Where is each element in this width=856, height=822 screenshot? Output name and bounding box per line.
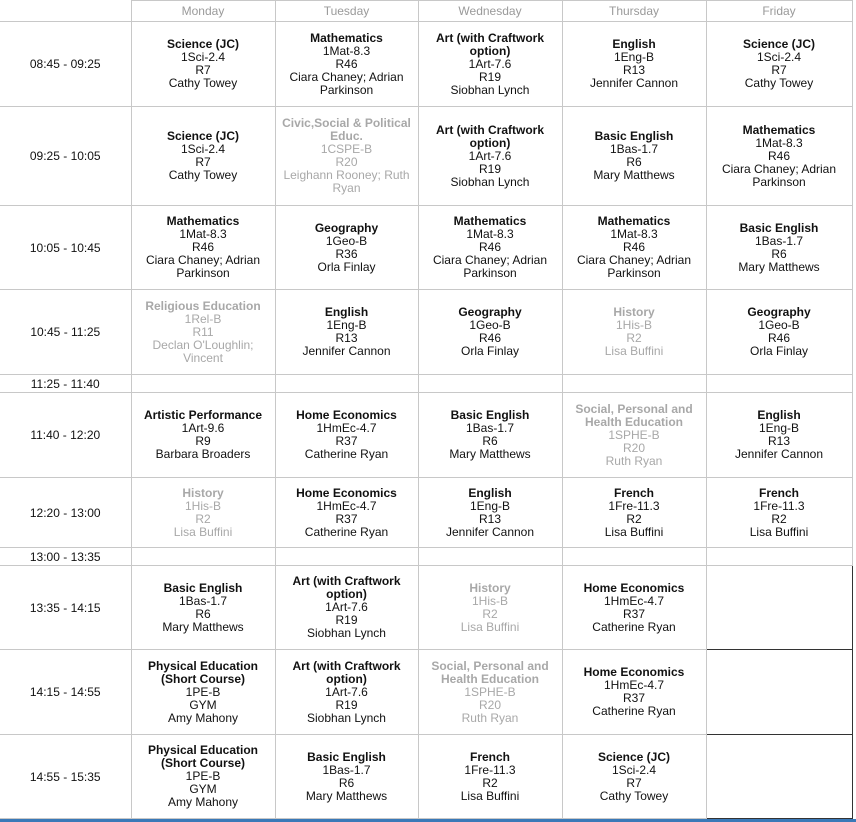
lesson-cell[interactable] xyxy=(418,566,562,650)
lesson-teacher: Ciara Chaney; Adrian Parkinson xyxy=(721,161,837,189)
lesson-cell[interactable] xyxy=(706,22,852,107)
break-cell xyxy=(275,548,418,566)
period-time: 14:15 - 14:55 xyxy=(0,650,131,735)
lesson-room: R2 xyxy=(771,511,787,526)
lesson-teacher: Cathy Towey xyxy=(168,168,238,182)
lesson-teacher: Ciara Chaney; Adrian Parkinson xyxy=(289,69,404,97)
lesson-room: R9 xyxy=(195,434,211,448)
lesson-code: 1Art-7.6 xyxy=(468,148,512,163)
lesson-room: R46 xyxy=(622,240,645,254)
lesson-code: 1Bas-1.7 xyxy=(465,421,515,435)
lesson-cell[interactable] xyxy=(706,478,852,548)
lesson-teacher: Mary Matthews xyxy=(162,619,244,634)
break-row xyxy=(0,548,852,566)
lesson-room: R19 xyxy=(335,697,358,712)
break-cell xyxy=(418,548,562,566)
lesson-code: 1HmEc-4.7 xyxy=(316,421,377,435)
lesson-subject: Physical Education (Short Course) xyxy=(147,658,259,686)
lesson-room: R19 xyxy=(478,69,501,84)
lesson-teacher: Jennifer Cannon xyxy=(302,344,391,358)
lesson-room: R2 xyxy=(626,511,642,526)
lesson-code: 1Bas-1.7 xyxy=(609,142,659,156)
lesson-subject: Mathematics xyxy=(310,30,383,45)
lesson-subject: Home Economics xyxy=(583,580,685,595)
lesson-room: R6 xyxy=(482,434,498,448)
lesson-room: R6 xyxy=(195,606,211,621)
lesson-subject: Art (with Craftwork option) xyxy=(292,574,401,601)
lesson-cell[interactable] xyxy=(562,206,706,290)
period-time: 13:00 - 13:35 xyxy=(0,548,131,566)
lesson-room: R7 xyxy=(626,775,642,790)
lesson-code: 1Mat-8.3 xyxy=(179,227,227,241)
lesson-cell[interactable] xyxy=(131,290,275,375)
break-cell xyxy=(562,375,706,393)
lesson-teacher: Amy Mahony xyxy=(167,710,239,725)
lesson-subject: English xyxy=(612,37,656,51)
lesson-room: GYM xyxy=(189,782,217,796)
lesson-code: 1HmEc-4.7 xyxy=(316,498,377,513)
lesson-cell[interactable] xyxy=(131,206,275,290)
empty-lesson-cell xyxy=(706,650,852,735)
lesson-cell[interactable] xyxy=(706,393,852,478)
lesson-teacher: Ruth Ryan xyxy=(461,710,519,725)
period-time: 10:45 - 11:25 xyxy=(0,290,131,375)
lesson-room: R6 xyxy=(626,155,642,169)
lesson-teacher: Cathy Towey xyxy=(744,76,814,90)
lesson-code: 1Mat-8.3 xyxy=(610,227,658,241)
lesson-teacher: Ciara Chaney; Adrian Parkinson xyxy=(576,253,692,280)
lesson-subject: Basic English xyxy=(307,749,386,764)
lesson-teacher: Jennifer Cannon xyxy=(445,524,535,539)
lesson-cell[interactable] xyxy=(418,107,562,206)
lesson-room: R2 xyxy=(482,606,498,621)
lesson-code: 1Bas-1.7 xyxy=(322,762,371,777)
period-row xyxy=(0,478,852,548)
lesson-room: R7 xyxy=(195,63,211,77)
lesson-cell[interactable] xyxy=(275,650,418,735)
lesson-cell[interactable] xyxy=(131,393,275,478)
lesson-room: R13 xyxy=(335,331,358,345)
lesson-cell[interactable] xyxy=(275,478,418,548)
lesson-subject: Basic English xyxy=(163,580,243,595)
lesson-code: 1Eng-B xyxy=(613,50,655,64)
lesson-subject: Mathematics xyxy=(166,214,240,228)
lesson-code: 1Fre-11.3 xyxy=(608,498,660,513)
lesson-teacher: Cathy Towey xyxy=(599,788,669,803)
lesson-subject: Social, Personal and Health Education xyxy=(575,401,693,429)
lesson-room: R2 xyxy=(195,511,211,526)
lesson-code: 1Art-9.6 xyxy=(181,421,225,435)
lesson-teacher: Siobhan Lynch xyxy=(307,710,386,725)
lesson-room: GYM xyxy=(189,697,217,712)
lesson-room: R11 xyxy=(192,324,214,339)
period-row xyxy=(0,566,852,650)
lesson-cell[interactable] xyxy=(562,735,706,819)
period-time: 14:55 - 15:35 xyxy=(0,735,131,819)
lesson-cell[interactable] xyxy=(562,566,706,650)
lesson-code: 1Bas-1.7 xyxy=(178,593,228,608)
lesson-cell[interactable] xyxy=(131,735,275,819)
lesson-subject: History xyxy=(469,580,511,595)
period-time: 11:40 - 12:20 xyxy=(0,393,131,478)
lesson-code: 1Eng-B xyxy=(758,421,800,435)
lesson-teacher: Orla Finlay xyxy=(317,259,376,274)
lesson-subject: Home Economics xyxy=(296,485,397,500)
period-row xyxy=(0,735,852,819)
lesson-room: R7 xyxy=(195,155,211,169)
lesson-cell[interactable] xyxy=(418,290,562,375)
lesson-room: R13 xyxy=(622,63,645,77)
lesson-subject: Art (with Craftwork option) xyxy=(292,658,401,686)
lesson-room: R37 xyxy=(622,691,645,705)
lesson-subject: Geography xyxy=(314,220,379,235)
lesson-teacher: Jennifer Cannon xyxy=(734,447,824,461)
lesson-teacher: Catherine Ryan xyxy=(304,447,389,461)
lesson-teacher: Mary Matthews xyxy=(449,447,531,461)
lesson-code: 1Fre-11.3 xyxy=(753,498,805,513)
lesson-cell[interactable] xyxy=(418,393,562,478)
lesson-cell[interactable] xyxy=(131,22,275,107)
lesson-subject: Basic English xyxy=(739,220,819,235)
lesson-teacher: Ruth Ryan xyxy=(605,453,663,468)
lesson-code: 1Eng-B xyxy=(326,318,367,332)
lesson-subject: Artistic Performance xyxy=(143,408,263,422)
lesson-room: R46 xyxy=(767,148,790,163)
lesson-cell[interactable] xyxy=(418,478,562,548)
corner-cell xyxy=(0,1,131,22)
lesson-room: R2 xyxy=(482,775,498,790)
lesson-subject: History xyxy=(613,305,655,319)
lesson-teacher: Jennifer Cannon xyxy=(589,76,679,90)
period-row xyxy=(0,393,852,478)
break-cell xyxy=(275,375,418,393)
lesson-teacher: Catherine Ryan xyxy=(592,619,676,634)
lesson-code: 1Art-7.6 xyxy=(325,600,368,614)
lesson-room: R7 xyxy=(771,63,787,77)
lesson-cell[interactable] xyxy=(275,566,418,650)
lesson-room: R46 xyxy=(335,56,358,71)
lesson-teacher: Ciara Chaney; Adrian Parkinson xyxy=(145,253,261,280)
lesson-code: 1Mat-8.3 xyxy=(466,227,514,241)
lesson-teacher: Lisa Buffini xyxy=(604,344,664,358)
lesson-code: 1HmEc-4.7 xyxy=(603,678,665,692)
lesson-cell[interactable] xyxy=(562,393,706,478)
lesson-teacher: Amy Mahony xyxy=(167,795,239,809)
lesson-code: 1Geo-B xyxy=(469,318,511,332)
lesson-code: 1Bas-1.7 xyxy=(754,233,804,248)
lesson-cell[interactable] xyxy=(275,290,418,375)
lesson-subject: French xyxy=(613,485,654,500)
lesson-subject: English xyxy=(757,408,801,422)
lesson-cell[interactable] xyxy=(131,650,275,735)
lesson-code: 1Geo-B xyxy=(758,318,800,332)
lesson-room: R19 xyxy=(335,613,358,627)
break-cell xyxy=(706,375,852,393)
lesson-subject: English xyxy=(468,485,512,500)
lesson-cell[interactable] xyxy=(275,107,418,206)
break-cell xyxy=(562,548,706,566)
lesson-cell[interactable] xyxy=(131,107,275,206)
lesson-room: R19 xyxy=(478,161,501,176)
lesson-code: 1Mat-8.3 xyxy=(322,43,371,58)
break-row xyxy=(0,375,852,393)
timetable-body xyxy=(0,22,852,819)
lesson-subject: Mathematics xyxy=(742,122,816,137)
period-time: 12:20 - 13:00 xyxy=(0,478,131,548)
lesson-room: R6 xyxy=(771,246,787,261)
lesson-room: R20 xyxy=(335,155,358,169)
lesson-cell[interactable] xyxy=(418,650,562,735)
day-header-thursday: Thursday xyxy=(562,1,706,22)
lesson-subject: Physical Education (Short Course) xyxy=(147,743,259,770)
lesson-teacher: Catherine Ryan xyxy=(592,704,676,718)
day-header-friday: Friday xyxy=(706,1,852,22)
lesson-teacher: Siobhan Lynch xyxy=(450,82,530,97)
lesson-subject: Basic English xyxy=(450,408,530,422)
lesson-code: 1HmEc-4.7 xyxy=(603,593,665,608)
lesson-cell[interactable] xyxy=(706,107,852,206)
lesson-room: R2 xyxy=(626,331,642,345)
lesson-subject: Geography xyxy=(458,305,522,319)
lesson-teacher: Lisa Buffini xyxy=(604,524,664,539)
period-row xyxy=(0,22,852,107)
lesson-cell[interactable] xyxy=(131,478,275,548)
lesson-subject: Geography xyxy=(747,305,811,319)
empty-lesson-cell xyxy=(706,566,852,650)
lesson-room: R20 xyxy=(622,440,645,455)
break-cell xyxy=(418,375,562,393)
lesson-subject: English xyxy=(324,305,369,319)
lesson-code: 1His-B xyxy=(471,593,508,608)
lesson-cell[interactable] xyxy=(418,22,562,107)
lesson-room: R46 xyxy=(767,331,790,345)
lesson-teacher: Lisa Buffini xyxy=(749,524,809,539)
lesson-code: 1Sci-2.4 xyxy=(756,50,802,64)
lesson-code: 1SPHE-B xyxy=(464,684,516,699)
lesson-subject: French xyxy=(758,485,799,500)
lesson-subject: History xyxy=(182,485,224,500)
lesson-teacher: Lisa Buffini xyxy=(460,619,520,634)
lesson-teacher: Cathy Towey xyxy=(168,76,238,90)
lesson-subject: Art (with Craftwork option) xyxy=(436,30,544,58)
day-header-row xyxy=(0,1,852,22)
lesson-code: 1Art-7.6 xyxy=(468,56,512,71)
lesson-subject: Basic English xyxy=(594,129,674,143)
lesson-cell[interactable] xyxy=(562,22,706,107)
lesson-code: 1His-B xyxy=(184,498,221,513)
lesson-cell[interactable] xyxy=(418,206,562,290)
lesson-subject: Religious Education xyxy=(145,298,261,313)
empty-lesson-cell xyxy=(706,735,852,819)
lesson-room: R46 xyxy=(191,240,214,254)
lesson-code: 1PE-B xyxy=(185,684,221,699)
lesson-room: R46 xyxy=(478,331,501,345)
lesson-cell[interactable] xyxy=(706,290,852,375)
lesson-teacher: Siobhan Lynch xyxy=(450,174,530,189)
lesson-subject: Mathematics xyxy=(453,214,527,228)
break-cell xyxy=(706,548,852,566)
lesson-room: R46 xyxy=(478,240,501,254)
break-cell xyxy=(131,375,275,393)
lesson-cell[interactable] xyxy=(562,107,706,206)
lesson-room: R37 xyxy=(335,511,358,526)
lesson-code: 1Fre-11.3 xyxy=(464,762,516,777)
break-cell xyxy=(131,548,275,566)
lesson-cell[interactable] xyxy=(275,393,418,478)
period-time: 08:45 - 09:25 xyxy=(0,22,131,107)
period-row xyxy=(0,290,852,375)
lesson-subject: French xyxy=(469,749,510,764)
lesson-room: R37 xyxy=(335,434,358,448)
lesson-teacher: Ciara Chaney; Adrian Parkinson xyxy=(432,253,548,280)
lesson-code: 1SPHE-B xyxy=(608,427,660,442)
lesson-code: 1Geo-B xyxy=(325,233,368,248)
lesson-room: R37 xyxy=(622,606,645,621)
lesson-room: R13 xyxy=(478,511,501,526)
lesson-subject: Art (with Craftwork option) xyxy=(436,122,544,150)
lesson-teacher: Mary Matthews xyxy=(738,259,820,274)
lesson-cell[interactable] xyxy=(562,290,706,375)
lesson-code: 1CSPE-B xyxy=(320,142,373,156)
lesson-code: 1His-B xyxy=(615,318,652,332)
lesson-teacher: Barbara Broaders xyxy=(155,447,251,461)
lesson-subject: Home Economics xyxy=(583,665,685,679)
lesson-teacher: Lisa Buffini xyxy=(173,524,233,539)
lesson-teacher: Mary Matthews xyxy=(305,788,388,803)
lesson-cell[interactable] xyxy=(418,735,562,819)
lesson-subject: Social, Personal and Health Education xyxy=(431,658,549,686)
period-time: 09:25 - 10:05 xyxy=(0,107,131,206)
lesson-subject: Science (JC) xyxy=(166,129,240,143)
lesson-cell[interactable] xyxy=(706,206,852,290)
day-header-tuesday: Tuesday xyxy=(275,1,418,22)
lesson-code: 1Rel-B xyxy=(184,311,222,326)
lesson-code: 1Sci-2.4 xyxy=(180,50,226,64)
lesson-teacher: Catherine Ryan xyxy=(304,524,389,539)
lesson-cell[interactable] xyxy=(275,22,418,107)
lesson-cell[interactable] xyxy=(131,566,275,650)
lesson-teacher: Orla Finlay xyxy=(460,344,519,358)
lesson-subject: Science (JC) xyxy=(166,37,240,51)
period-time: 11:25 - 11:40 xyxy=(0,375,131,393)
lesson-code: 1PE-B xyxy=(185,769,221,783)
lesson-code: 1Sci-2.4 xyxy=(611,762,657,777)
lesson-subject: Mathematics xyxy=(597,214,671,228)
lesson-subject: Civic,Social & Political Educ. xyxy=(282,116,411,143)
lesson-teacher: Orla Finlay xyxy=(749,344,808,358)
lesson-room: R13 xyxy=(767,434,790,448)
day-header-monday: Monday xyxy=(131,1,275,22)
lesson-cell[interactable] xyxy=(562,650,706,735)
lesson-cell[interactable] xyxy=(275,206,418,290)
lesson-cell[interactable] xyxy=(562,478,706,548)
period-row xyxy=(0,206,852,290)
lesson-subject: Science (JC) xyxy=(597,749,671,764)
period-row xyxy=(0,650,852,735)
period-row xyxy=(0,107,852,206)
lesson-room: R20 xyxy=(478,697,501,712)
period-time: 13:35 - 14:15 xyxy=(0,566,131,650)
lesson-cell[interactable] xyxy=(275,735,418,819)
lesson-room: R6 xyxy=(338,775,355,790)
period-time: 10:05 - 10:45 xyxy=(0,206,131,290)
lesson-teacher: Declan O'Loughlin; Vincent xyxy=(152,337,254,365)
lesson-code: 1Eng-B xyxy=(469,498,511,513)
lesson-code: 1Sci-2.4 xyxy=(180,142,226,156)
lesson-subject: Science (JC) xyxy=(742,37,816,51)
day-header-wednesday: Wednesday xyxy=(418,1,562,22)
lesson-code: 1Mat-8.3 xyxy=(755,135,803,150)
lesson-teacher: Mary Matthews xyxy=(593,168,675,182)
lesson-teacher: Siobhan Lynch xyxy=(307,626,386,640)
lesson-code: 1Art-7.6 xyxy=(325,684,368,699)
lesson-room: R36 xyxy=(335,246,358,261)
lesson-subject: Home Economics xyxy=(296,408,397,422)
lesson-teacher: Leighann Rooney; Ruth Ryan xyxy=(283,168,410,195)
lesson-teacher: Lisa Buffini xyxy=(460,788,520,803)
